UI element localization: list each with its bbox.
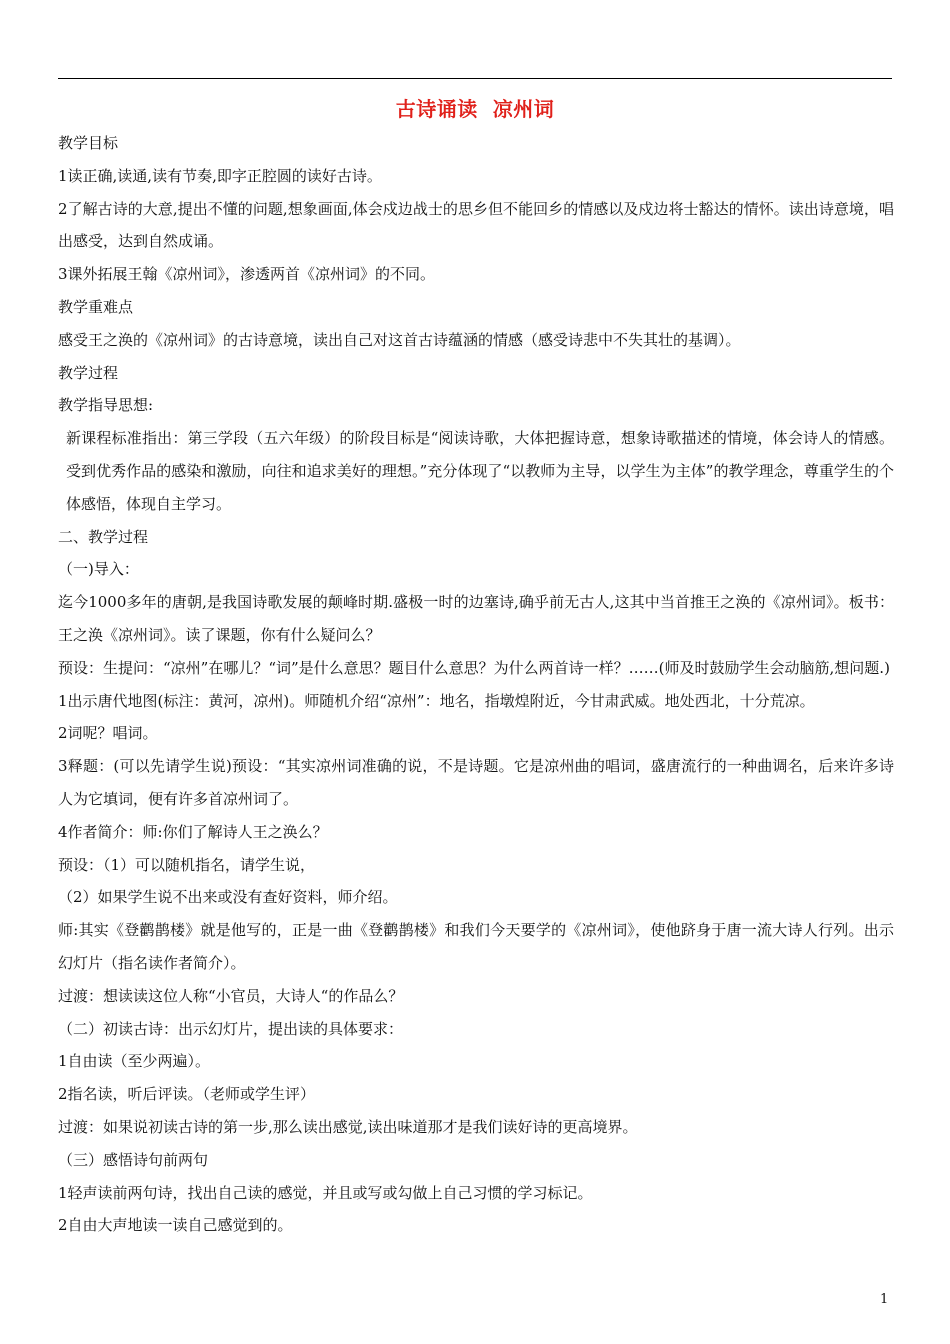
header-rule — [58, 78, 892, 79]
heading-key-points: 教学重难点 — [58, 297, 134, 316]
preset-questions: 预设：生提问：“凉州”在哪儿？“词”是什么意思？题目什么意思？为什么两首诗一样？……(师及时鼓励学生会动脑筋,想问题.) — [58, 658, 890, 677]
goal-item-2: 2了解古诗的大意,提出不懂的问题,想象画面,体会戍边战士的思乡但不能回乡的情感以及戍边将士豁达的情怀。读出诗意境，唱出感受，达到自然成诵。 — [58, 199, 894, 251]
guiding-idea-text: 新课程标准指出：第三学段（五六年级）的阶段目标是“阅读诗歌，大体把握诗意，想象诗歌描述的情境，体会诗人的情感。受到优秀作品的感染和激励，向往和追求美好的理想。”充分体现了“以教师为主导，以学生为主体”的教学理念，尊重学生的个体感悟，体现自主学习。 — [66, 429, 894, 513]
goal-item-1: 1读正确,读通,读有节奏,即字正腔圆的读好古诗。 — [58, 166, 382, 185]
teacher-note: 师:其实《登鹳鹊楼》就是他写的，正是一曲《登鹳鹊楼》和我们今天要学的《凉州词》，使他跻身于唐一流大诗人行列。出示幻灯片（指名读作者简介）。 — [58, 921, 894, 972]
step-1-map: 1出示唐代地图(标注：黄河，凉州)。师随机介绍“凉州”：地名，指墩煌附近，今甘肃武威。地处西北，十分荒凉。 — [58, 691, 815, 710]
heading-teaching-process: 教学过程 — [58, 363, 119, 382]
heading-section-two: 二、教学过程 — [58, 527, 149, 546]
heading-guiding-idea: 教学指导思想: — [58, 396, 154, 415]
step-2-ci: 2词呢？唱词。 — [58, 724, 158, 743]
subheading-first-reading: （二）初读古诗：出示幻灯片，提出读的具体要求： — [58, 1019, 404, 1038]
heading-teaching-goals: 教学目标 — [58, 134, 119, 152]
document-title: 古诗诵读 凉州词 — [395, 97, 555, 121]
transition-1: 过渡：想读读这位人称“小官员，大诗人“的作品么？ — [58, 986, 404, 1005]
transition-2: 过渡：如果说初读古诗的第一步,那么读出感觉,读出味道那才是我们读好诗的更高境界。 — [58, 1117, 638, 1136]
reading-step-1: 1自由读（至少两遍）。 — [58, 1052, 211, 1071]
subheading-first-two-lines: （三）感悟诗句前两句 — [58, 1150, 209, 1169]
document-body — [58, 127, 894, 1242]
step-4-author-intro: 4作者简介：师:你们了解诗人王之涣么？ — [58, 822, 328, 841]
step-3-title-explanation: 3释题：(可以先请学生说)预设：“其实凉州词准确的说，不是诗题。它是凉州曲的唱词，盛唐流行的一种曲调名，后来许多诗人为它填词，便有许多首凉州词了。 — [58, 757, 894, 808]
reading-step-2: 2指名读，听后评读。（老师或学生评） — [58, 1085, 316, 1104]
goal-item-3: 3课外拓展王翰《凉州词》，渗透两首《凉州词》的不同。 — [58, 265, 436, 284]
introduction-text: 迄今1000多年的唐朝,是我国诗歌发展的颠峰时期.盛极一时的边塞诗,确乎前无古人,这其中当首推王之涣的《凉州词》。板书：王之涣《凉州词》。读了课题，你有什么疑问么？ — [58, 593, 894, 644]
key-points-text: 感受王之涣的《凉州词》的古诗意境，读出自己对这首古诗蕴涵的情感（感受诗悲中不失其壮的基调）。 — [58, 330, 741, 349]
lines-step-2: 2自由大声地读一读自己感觉到的。 — [58, 1216, 293, 1235]
lines-step-1: 1轻声读前两句诗，找出自己读的感觉，并且或写或勾做上自己习惯的学习标记。 — [58, 1183, 593, 1202]
subheading-introduction: （一)导入： — [58, 560, 139, 579]
page-number: 1 — [880, 1292, 889, 1307]
preset-item-1: 预设：（1）可以随机指名，请学生说， — [58, 855, 316, 874]
preset-item-2: （2）如果学生说不出来或没有查好资料，师介绍。 — [58, 888, 398, 907]
